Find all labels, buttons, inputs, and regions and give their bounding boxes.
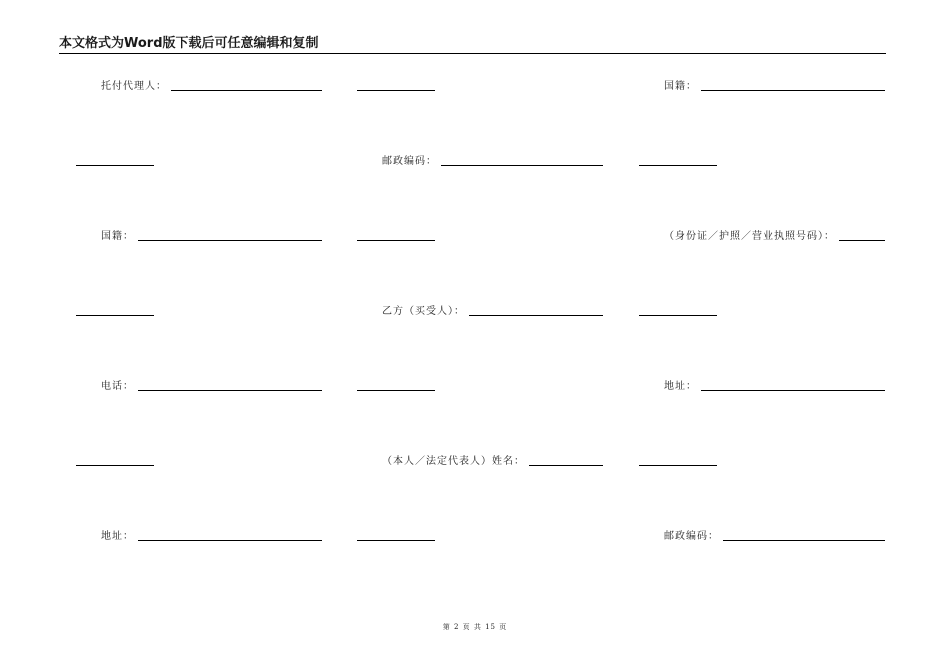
id-number-line[interactable] (839, 230, 885, 241)
document-header: 本文格式为Word版下载后可任意编辑和复制 (59, 36, 886, 54)
party-b-label: 乙方（买受人）： (382, 306, 465, 317)
blank-line[interactable] (76, 315, 154, 316)
name-label: （本人／法定代表人）姓名： (382, 456, 525, 467)
nationality-field-2 (101, 230, 322, 243)
postcode-line-1[interactable] (441, 155, 603, 166)
phone-label: 电话： (101, 381, 134, 392)
postcode-field-2 (664, 530, 885, 543)
phone-field (101, 380, 322, 393)
nationality-label-2: 国籍： (101, 231, 134, 242)
blank-line[interactable] (639, 465, 717, 466)
address-label-1: 地址： (664, 381, 697, 392)
party-b-field (382, 305, 603, 318)
name-field (382, 455, 603, 468)
agent-label: 托付代理人： (101, 81, 167, 92)
agent-field (101, 80, 322, 93)
address-field-1 (664, 380, 885, 393)
postcode-line-2[interactable] (723, 530, 885, 541)
nationality-line-1[interactable] (701, 80, 885, 91)
id-number-label: （身份证／护照／营业执照号码）： (664, 231, 835, 242)
blank-line[interactable] (76, 465, 154, 466)
blank-line[interactable] (357, 90, 435, 91)
page-number: 第 2 页 共 15 页 (442, 623, 508, 631)
blank-line[interactable] (76, 165, 154, 166)
nationality-label-1: 国籍： (664, 81, 697, 92)
id-number-field (664, 230, 885, 243)
nationality-line-2[interactable] (138, 230, 322, 241)
nationality-field-1 (664, 80, 885, 93)
party-b-line[interactable] (469, 305, 603, 316)
address-field-2 (101, 530, 322, 543)
postcode-field-1 (382, 155, 603, 168)
postcode-label-1: 邮政编码： (382, 156, 437, 167)
phone-line[interactable] (138, 380, 322, 391)
blank-line[interactable] (357, 390, 435, 391)
postcode-label-2: 邮政编码： (664, 531, 719, 542)
address-line-1[interactable] (701, 380, 885, 391)
blank-line[interactable] (357, 240, 435, 241)
blank-line[interactable] (639, 165, 717, 166)
blank-line[interactable] (639, 315, 717, 316)
name-line[interactable] (529, 455, 603, 466)
agent-line[interactable] (171, 80, 322, 91)
address-label-2: 地址： (101, 531, 134, 542)
address-line-2[interactable] (138, 530, 322, 541)
blank-line[interactable] (357, 540, 435, 541)
